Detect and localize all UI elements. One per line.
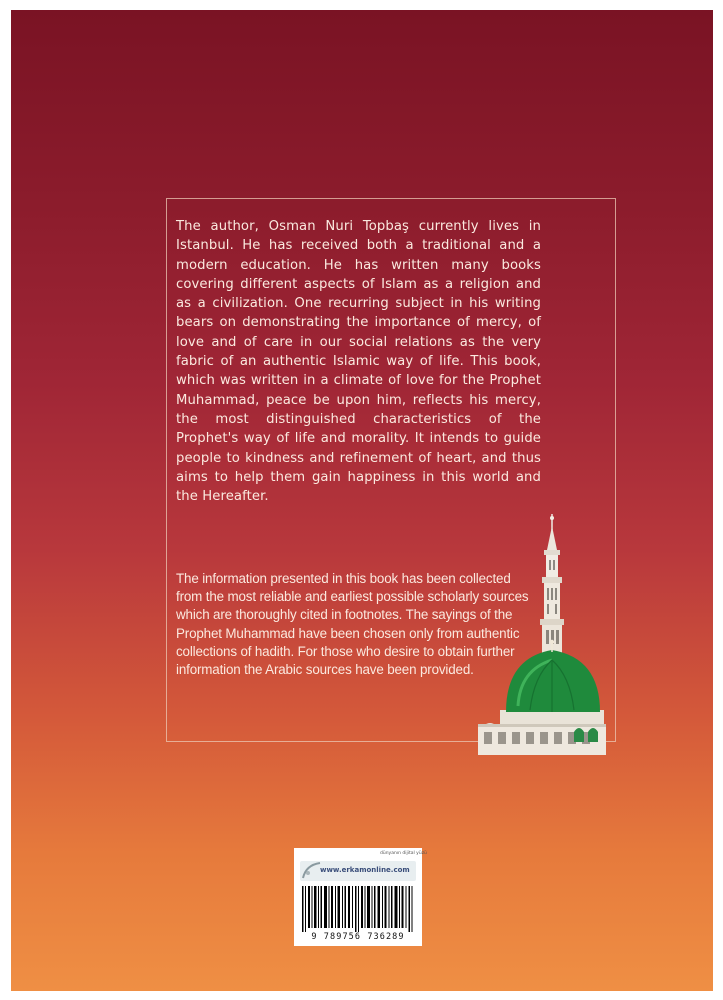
sources-paragraph: The information presented in this book has been collected from the most reliable and earliest possible scholarly sources which are thoroughly cited in footnotes. The sayings of the Prophet Muhammad have been chosen only from authentic collections of hadith. For those who desire to obtain further information the Arabic sources have been provided.	[176, 571, 529, 678]
isbn-number: 9 789756 736289	[311, 932, 405, 942]
book-back-cover	[11, 10, 713, 991]
barcode-bars	[302, 886, 414, 932]
website-caption: dünyanın dijital yüzü	[380, 851, 427, 856]
website-banner	[300, 861, 416, 881]
green-dome-mosque-illustration	[478, 510, 608, 755]
author-paragraph: The author, Osman Nuri Topbaş currently lives in Istanbul. He has received both a traditional and a modern education. He has written many books covering different aspects of Islam as a religion and as a civilization. One recurring subject in his writing bears on demonstrating the importance of mercy, of love and of care in our social relations as the very fabric of an authentic Islamic way of life. This book, which was written in a climate of love for the Prophet Muhammad, peace be upon him, reflects his mercy, the most distinguished characteristics of the Prophet's way of life and morality. It intends to guide people to kindness and refinement of heart, and thus aims to help them gain happiness in this world and the Hereafter.	[176, 219, 541, 505]
publisher-website: www.erkamonline.com	[320, 866, 410, 874]
isbn-barcode-label	[294, 848, 427, 946]
